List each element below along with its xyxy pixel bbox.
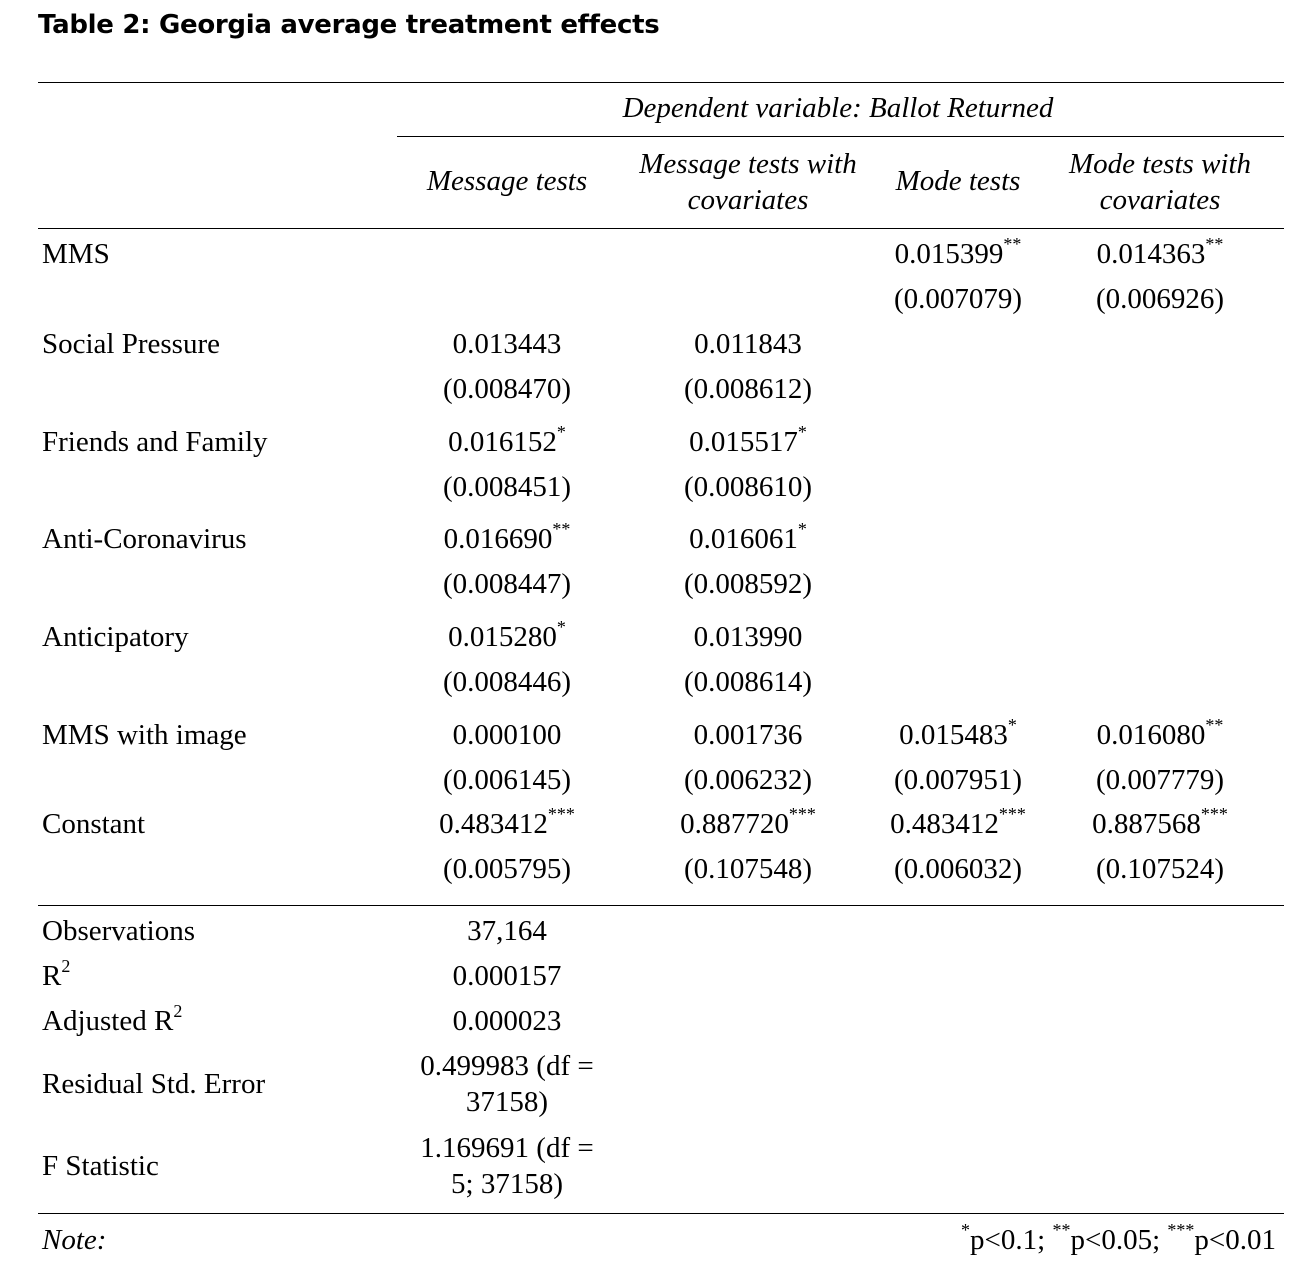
stat-value-adjusted-r2: 0.000023: [452, 1005, 562, 1037]
row-label: Constant: [42, 808, 146, 840]
standard-error: (0.007951): [893, 764, 1023, 796]
coefficient-estimate: 0.483412***: [439, 804, 575, 840]
row-label: MMS: [42, 238, 110, 270]
coefficient-estimate: 0.016080**: [1096, 715, 1224, 751]
significance-stars: ***: [1200, 804, 1228, 825]
coefficient-estimate: 0.001736: [693, 719, 803, 751]
significance-stars: *: [1007, 715, 1017, 736]
stat-value-observations: 37,164: [467, 915, 547, 947]
coefficient-estimate: 0.015399**: [894, 234, 1022, 270]
standard-error: (0.007079): [893, 283, 1023, 315]
stat-label-adjusted-r2: Adjusted $R^2$: [42, 1001, 183, 1037]
column-header-mode-tests: Mode tests: [895, 165, 1021, 197]
standard-error: (0.006926): [1095, 283, 1225, 315]
column-header-message-tests-covariates: Message tests with covariates: [639, 148, 857, 216]
standard-error: (0.008451): [442, 471, 572, 503]
coefficient-estimate: 0.015280*: [448, 617, 566, 653]
coefficient-estimate: 0.016690**: [443, 519, 571, 555]
significance-stars: ***: [547, 804, 575, 825]
row-label: Anticipatory: [42, 621, 189, 653]
row-label: MMS with image: [42, 719, 247, 751]
standard-error: (0.008447): [442, 568, 572, 600]
standard-error: (0.107524): [1095, 853, 1225, 885]
significance-stars: *: [556, 422, 566, 443]
standard-error: (0.008612): [683, 373, 813, 405]
significance-stars: *: [797, 519, 807, 540]
stat-value-r2: 0.000157: [452, 960, 562, 992]
stat-label-observations: Observations: [42, 915, 196, 947]
coefficient-estimate: 0.887720***: [680, 804, 816, 840]
note-label: Note:: [42, 1224, 107, 1256]
dependent-variable-label: Dependent variable: Ballot Returned: [622, 92, 1054, 124]
standard-error: (0.008470): [442, 373, 572, 405]
coefficient-estimate: 0.887568***: [1092, 804, 1228, 840]
table-title: Table 2: Georgia average treatment effects: [38, 10, 660, 40]
standard-error: (0.008610): [683, 471, 813, 503]
stat-value-f-statistic: 1.169691 (df = 5; 37158): [420, 1132, 594, 1200]
column-header-mode-tests-covariates: Mode tests with covariates: [1068, 148, 1252, 216]
coefficient-estimate: 0.016061*: [689, 519, 807, 555]
column-header-message-tests: Message tests: [426, 165, 588, 197]
standard-error: (0.006145): [442, 764, 572, 796]
coefficient-estimate: 0.013990: [693, 621, 803, 653]
coefficient-estimate: 0.016152*: [448, 422, 566, 458]
standard-error: (0.107548): [683, 853, 813, 885]
row-label: Social Pressure: [42, 328, 220, 360]
stats-rule: [38, 905, 1284, 906]
standard-error: (0.005795): [442, 853, 572, 885]
row-label: Anti-Coronavirus: [42, 523, 247, 555]
significance-stars: ***: [998, 804, 1026, 825]
standard-error: (0.008446): [442, 666, 572, 698]
dependent-variable-rule: [397, 136, 1284, 137]
significance-note: *p<0.1; **p<0.05; ***p<0.01: [961, 1220, 1276, 1256]
standard-error: (0.006232): [683, 764, 813, 796]
standard-error: (0.007779): [1095, 764, 1225, 796]
note-rule: [38, 1213, 1284, 1214]
standard-error: (0.008614): [683, 666, 813, 698]
coefficient-estimate: 0.015517*: [689, 422, 807, 458]
stat-value-residual-std-error: 0.499983 (df = 37158): [420, 1050, 594, 1118]
coefficient-estimate: 0.014363**: [1096, 234, 1224, 270]
coefficient-estimate: 0.483412***: [890, 804, 1026, 840]
row-label: Friends and Family: [42, 426, 268, 458]
header-rule: [38, 228, 1284, 229]
top-rule: [38, 82, 1284, 83]
coefficient-estimate: 0.000100: [452, 719, 562, 751]
significance-stars: *: [797, 422, 807, 443]
significance-stars: **: [1205, 715, 1224, 736]
stat-label-f-statistic: F Statistic: [42, 1150, 159, 1182]
significance-stars: *: [556, 617, 566, 638]
coefficient-estimate: 0.011843: [694, 328, 802, 360]
coefficient-estimate: 0.015483*: [899, 715, 1017, 751]
stat-label-residual-std-error: Residual Std. Error: [42, 1068, 266, 1100]
significance-stars: ***: [788, 804, 816, 825]
coefficient-estimate: 0.013443: [452, 328, 562, 360]
standard-error: (0.006032): [893, 853, 1023, 885]
significance-stars: **: [1205, 234, 1224, 255]
standard-error: (0.008592): [683, 568, 813, 600]
significance-stars: **: [552, 519, 571, 540]
stat-label-r2: $R^2$: [42, 956, 71, 992]
significance-stars: **: [1003, 234, 1022, 255]
